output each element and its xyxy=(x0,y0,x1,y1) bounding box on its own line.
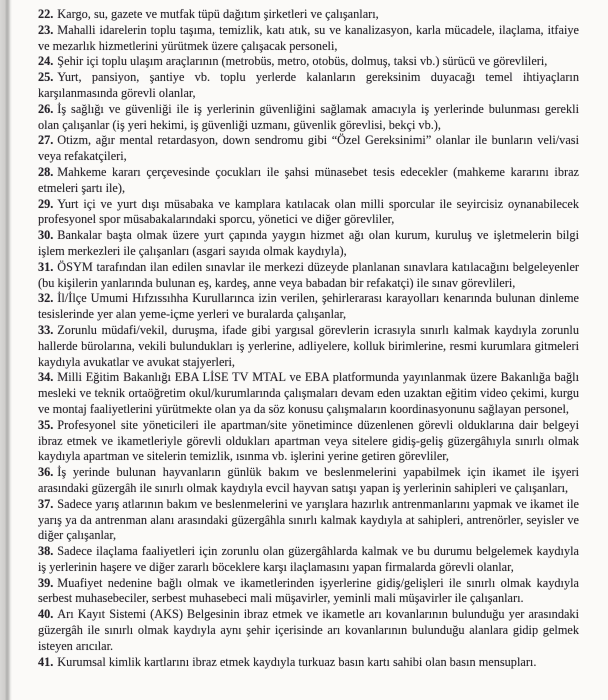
item-text: Zorunlu müdafi/vekil, duruşma, ifade gibi yargısal görevlerin icrasıyla sınırlı kalmak kaydıyla zorunlu hallerde bürolarına, vekili bulundukları iş yerlerine, adliyelere, kolluk birimlerine, resmi kurumlara gitmeleri kaydıyla avukatlar ve avukat stajyerleri, xyxy=(38,322,579,369)
list-item xyxy=(38,497,579,544)
item-number: 33. xyxy=(38,322,54,337)
item-number: 29. xyxy=(38,196,54,211)
item-text: Milli Eğitim Bakanlığı EBA LİSE TV MTAL ve EBA platformunda yayınlanmak üzere Bakanlığa bağlı mesleki ve teknik ortaöğretim okul/kurumlarında çalışmaları devam eden uzaktan eğitim video çekimi, kurgu ve montaj faaliyetlerini yürütmekte olan ya da söz konusu çalışmaların koordinasyonunu sağlayan personel, xyxy=(38,370,579,416)
list-item xyxy=(38,418,579,465)
item-number: 27. xyxy=(38,133,54,148)
list-item xyxy=(38,54,579,70)
list-item xyxy=(38,133,579,165)
item-text: Mahkeme kararı çerçevesinde çocukları ile şahsi münasebet tesis edecekler (mahkeme kararını ibraz etmeleri şartı ile), xyxy=(38,164,579,195)
item-text: Kurumsal kimlik kartlarını ibraz etmek kaydıyla turkuaz basın kartı sahibi olan basın mensupları. xyxy=(57,654,537,669)
item-number: 23. xyxy=(38,22,54,37)
item-number: 34. xyxy=(38,370,54,385)
item-number: 36. xyxy=(38,465,54,480)
item-text: İl/İlçe Umumi Hıfzıssıhha Kurullarınca izin verilen, şehirlerarası karayolları kenarında bulunan dinleme tesislerinde yer alan yeme-içme yerleri ve buralarda çalışanlar, xyxy=(38,291,579,322)
list-item xyxy=(38,655,579,671)
list-item xyxy=(38,260,579,292)
list-item xyxy=(38,197,579,229)
list-item xyxy=(38,370,579,417)
item-text: Arı Kayıt Sistemi (AKS) Belgesinin ibraz etmek ve ikametle arı kovanlarının bulunduğu yer arasındaki güzergâh ile sınırlı olmak kaydıyla aynı şehir içerisinde arı kovanlarının bulunduğu alanlara gidip gelmek isteyen arıcılar. xyxy=(38,607,579,653)
item-text: ÖSYM tarafından ilan edilen sınavlar ile merkezi düzeyde planlanan sınavlara katılacağını belgeleyenler (bu kişilerin yanlarında bulunan eş, kardeş, anne veya babadan bir refakatçi) ile sınav görevlileri, xyxy=(38,259,579,290)
item-text: Profesyonel site yöneticileri ile apartman/site yönetimince düzenlenen görevli olduklarına dair belgeyi ibraz etmek ve ikametleriyle görevli oldukları apartman veya sitelere gidiş-geliş güzergâhıyla sınırlı olmak kaydıyla apartman ve sitelerin temizlik, ısınma vb. işlerini yerine getiren görevliler, xyxy=(38,417,579,464)
item-text: Sadece yarış atlarının bakım ve beslenmelerini ve yarışlara hazırlık antrenmanlarını yapmak ve ikamet ile yarış ya da antrenman alanı arasındaki güzergâhla sınırlı kalmak kaydıyla at sahipleri, antrenörler, seyisler ve diğer çalışanlar, xyxy=(38,496,579,543)
item-text: Yurt içi ve yurt dışı müsabaka ve kamplara katılacak olan milli sporcular ile seyircisiz oynanabilecek profesyonel spor müsabakalarındaki sporcu, yönetici ve diğer görevliler, xyxy=(38,196,579,227)
item-text: Muafiyet nedenine bağlı olmak ve ikametlerinden işyerlerine gidiş/gelişleri ile sınırlı olmak kaydıyla serbest muhasebeciler, serbest muhasebeci mali müşavirler, yeminli mali müşavirler ile çalışanları. xyxy=(38,575,579,606)
item-number: 35. xyxy=(38,417,54,432)
item-number: 22. xyxy=(38,7,54,21)
list-item xyxy=(38,228,579,260)
item-number: 32. xyxy=(38,291,54,306)
item-text: İş sağlığı ve güvenliği ile iş yerlerinin güvenliğini sağlamak amacıyla iş yerlerinde bulunması gerekli olan çalışanlar (iş yeri hekimi, iş güvenliği uzmanı, güvenlik görevlisi, bekçi vb.), xyxy=(38,101,579,132)
item-number: 39. xyxy=(38,575,54,590)
item-number: 37. xyxy=(38,496,54,511)
list-item xyxy=(38,165,579,197)
list-item xyxy=(38,23,579,55)
exemption-list xyxy=(38,7,579,670)
item-number: 30. xyxy=(38,228,54,243)
item-text: İş yerinde bulunan hayvanların günlük bakım ve beslenmelerini yapabilmek için ikamet ile işyeri arasındaki güzergâh ile sınırlı olmak kaydıyla evcil hayvan satışı yapan iş yerlerinin sahipleri ve çalışanları, xyxy=(38,465,579,495)
list-item xyxy=(38,102,579,134)
list-item xyxy=(38,544,579,576)
scan-edge-artifact xyxy=(0,0,12,700)
item-text: Kargo, su, gazete ve mutfak tüpü dağıtım şirketleri ve çalışanları, xyxy=(57,7,379,21)
item-text: Şehir içi toplu ulaşım araçlarının (metrobüs, metro, otobüs, dolmuş, taksi vb.) sürücü ve görevlileri, xyxy=(57,54,548,69)
list-item xyxy=(38,7,579,23)
item-text: Sadece ilaçlama faaliyetleri için zorunlu olan güzergâhlarda kalmak ve bu durumu belgelemek kaydıyla iş yerlerinin haşere ve diğer zararlı böceklere karşı ilaçlamasını yapan firmalarda görevli olanlar, xyxy=(38,544,579,574)
list-item xyxy=(38,576,579,608)
list-item xyxy=(38,70,579,102)
item-number: 41. xyxy=(38,654,54,669)
item-number: 40. xyxy=(38,607,54,622)
item-number: 25. xyxy=(38,70,54,85)
item-number: 26. xyxy=(38,101,54,116)
item-number: 31. xyxy=(38,259,54,274)
item-text: Mahalli idarelerin toplu taşıma, temizlik, katı atık, su ve kanalizasyon, karla mücadele, ilaçlama, itfaiye ve mezarlık hizmetlerini yürütmek üzere çalışacak personeli, xyxy=(38,22,579,53)
list-item xyxy=(38,465,579,497)
item-text: Yurt, pansiyon, şantiye vb. toplu yerlerde kalanların gereksinim duyacağı temel ihtiyaçların karşılanmasında görevli olanlar, xyxy=(38,70,579,100)
item-number: 38. xyxy=(38,544,54,559)
list-item xyxy=(38,607,579,654)
list-item xyxy=(38,323,579,370)
item-text: Otizm, ağır mental retardasyon, down sendromu gibi “Özel Gereksinimi” olanlar ile bunların veli/vasi veya refakatçileri, xyxy=(38,133,579,164)
item-number: 24. xyxy=(38,54,54,69)
item-number: 28. xyxy=(38,164,54,179)
list-item xyxy=(38,291,579,323)
item-text: Bankalar başta olmak üzere yurt çapında yaygın hizmet ağı olan kurum, kuruluş ve işletmelerin bilgi işlem merkezleri ile çalışanları (asgari sayıda olmak kaydıyla), xyxy=(38,228,579,258)
